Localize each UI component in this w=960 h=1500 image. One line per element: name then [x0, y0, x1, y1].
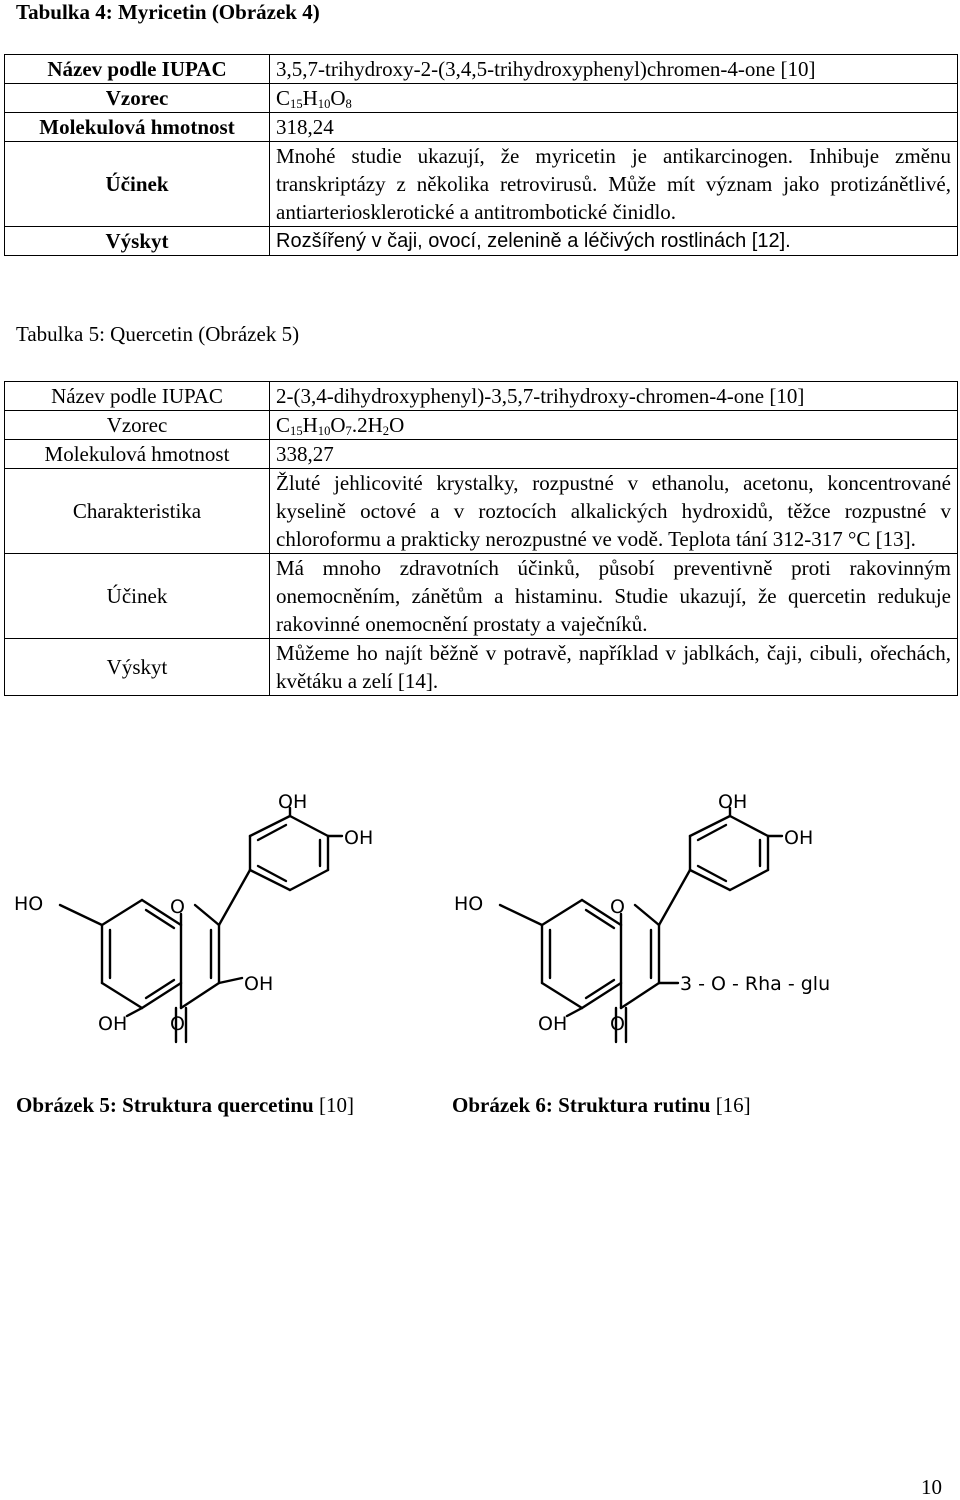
table5-occurrence-key: Výskyt	[5, 639, 270, 696]
formula-c: C	[276, 86, 291, 110]
rutin-ring-o-label: O	[610, 896, 625, 918]
table4	[4, 54, 958, 256]
table4-effect-key: Účinek	[5, 142, 270, 227]
table4-row-formula	[5, 84, 958, 113]
table5-occurrence-value: Můžeme ho najít běžně v potravě, například v jablkách, čaji, cibuli, ořechách, květáku a zelí [14].	[270, 639, 958, 696]
table5-row-formula	[5, 411, 958, 440]
quercetin-oh-top-label: OH	[278, 791, 308, 813]
figure5-caption	[16, 1093, 354, 1118]
table4-occurrence-key: Výskyt	[5, 227, 270, 256]
table4-caption: Tabulka 4: Myricetin (Obrázek 4)	[16, 0, 320, 24]
figure5-caption-text: Obrázek 5: Struktura quercetinu	[16, 1093, 314, 1117]
rutin-ho-left-label: HO	[454, 893, 484, 915]
formula-water: .2H	[351, 413, 383, 437]
figure6-caption-text: Obrázek 6: Struktura rutinu	[452, 1093, 711, 1117]
quercetin-ho-left-label: HO	[14, 893, 44, 915]
table5-mass-key: Molekulová hmotnost	[5, 440, 270, 469]
table4-row-iupac	[5, 55, 958, 84]
figure6-caption-ref: [16]	[715, 1093, 751, 1117]
table5	[4, 381, 958, 696]
table5-caption: Tabulka 5: Quercetin (Obrázek 5)	[16, 322, 300, 346]
formula-o: O	[330, 86, 346, 110]
quercetin-ring-o-label: O	[170, 896, 185, 918]
table5-row-occurrence	[5, 639, 958, 696]
quercetin-3-oh-label: OH	[244, 973, 274, 995]
table4-row-effect	[5, 142, 958, 227]
table5-iupac-value: 2-(3,4-dihydroxyphenyl)-3,5,7-trihydroxy-chromen-4-one [10]	[270, 382, 958, 411]
table5-effect-key: Účinek	[5, 554, 270, 639]
formula-h-count: 10	[317, 97, 331, 112]
table5-formula-value	[270, 411, 958, 440]
formula-c-count: 15	[290, 97, 303, 112]
formula-c: C	[276, 413, 291, 437]
quercetin-keto-o-label: O	[170, 1013, 185, 1035]
table4-formula-value	[270, 84, 958, 113]
table5-effect-value: Má mnoho zdravotních účinků, působí preventivně proti rakovinným onemocněním, zánětům a histaminu. Studie ukazují, že quercetin redukuje rakovinné onemocnění prostaty a vaječníků.	[270, 554, 958, 639]
table4-formula-key: Vzorec	[5, 84, 270, 113]
quercetin-bonds	[60, 808, 342, 1042]
formula-h: H	[302, 413, 318, 437]
table5-characteristics-value: Žluté jehlicovité krystalky, rozpustné v ethanolu, acetonu, koncentrované kyselině octové a v roztocích alkalických hydroxidů, těžce rozpustné v chloroformu a prakticky nerozpustné ve vodě. Teplota tání 312-317 °C [13].	[270, 469, 958, 554]
quercetin-structure-figure	[0, 780, 440, 1050]
figure6-caption	[452, 1093, 751, 1118]
formula-h-count: 10	[317, 424, 331, 439]
table4-iupac-value: 3,5,7-trihydroxy-2-(3,4,5-trihydroxyphenyl)chromen-4-one [10]	[270, 55, 958, 84]
table4-mass-key: Molekulová hmotnost	[5, 113, 270, 142]
rutin-5-oh-label: OH	[538, 1013, 568, 1035]
formula-h: H	[302, 86, 318, 110]
table4-iupac-key: Název podle IUPAC	[5, 55, 270, 84]
formula-water-o: O	[389, 413, 405, 437]
formula-o-count: 8	[345, 97, 352, 112]
table5-mass-value: 338,27	[270, 440, 958, 469]
rutin-keto-o-label: O	[610, 1013, 625, 1035]
rutin-3-substituent-label: 3 - O - Rha - glu	[680, 973, 831, 995]
table4-row-occurrence	[5, 227, 958, 256]
quercetin-oh-right-label: OH	[344, 827, 374, 849]
table5-row-mass	[5, 440, 958, 469]
table4-row-mass	[5, 113, 958, 142]
rutin-oh-top-label: OH	[718, 791, 748, 813]
table4-effect-value: Mnohé studie ukazují, že myricetin je antikarcinogen. Inhibuje změnu transkriptázy z několika retrovirusů. Může mít význam jako protizánětlivé, antiarteriosklerotické a antitrombotické činidlo.	[270, 142, 958, 227]
formula-o: O	[330, 413, 346, 437]
table5-formula-key: Vzorec	[5, 411, 270, 440]
figure5-caption-ref: [10]	[318, 1093, 354, 1117]
rutin-structure-figure	[440, 780, 880, 1050]
table5-characteristics-key: Charakteristika	[5, 469, 270, 554]
formula-c-count: 15	[290, 424, 303, 439]
table4-mass-value: 318,24	[270, 113, 958, 142]
table5-row-effect	[5, 554, 958, 639]
table5-row-characteristics	[5, 469, 958, 554]
formula-o-count: 7	[345, 424, 352, 439]
table5-row-iupac	[5, 382, 958, 411]
page-number: 10	[921, 1475, 942, 1499]
quercetin-5-oh-label: OH	[98, 1013, 128, 1035]
rutin-bonds	[500, 808, 782, 1042]
rutin-oh-right-label: OH	[784, 827, 814, 849]
table5-iupac-key: Název podle IUPAC	[5, 382, 270, 411]
table4-occurrence-value: Rozšířený v čaji, ovocí, zelenině a léčivých rostlinách [12].	[270, 227, 958, 256]
formula-water-count: 2	[382, 424, 390, 439]
